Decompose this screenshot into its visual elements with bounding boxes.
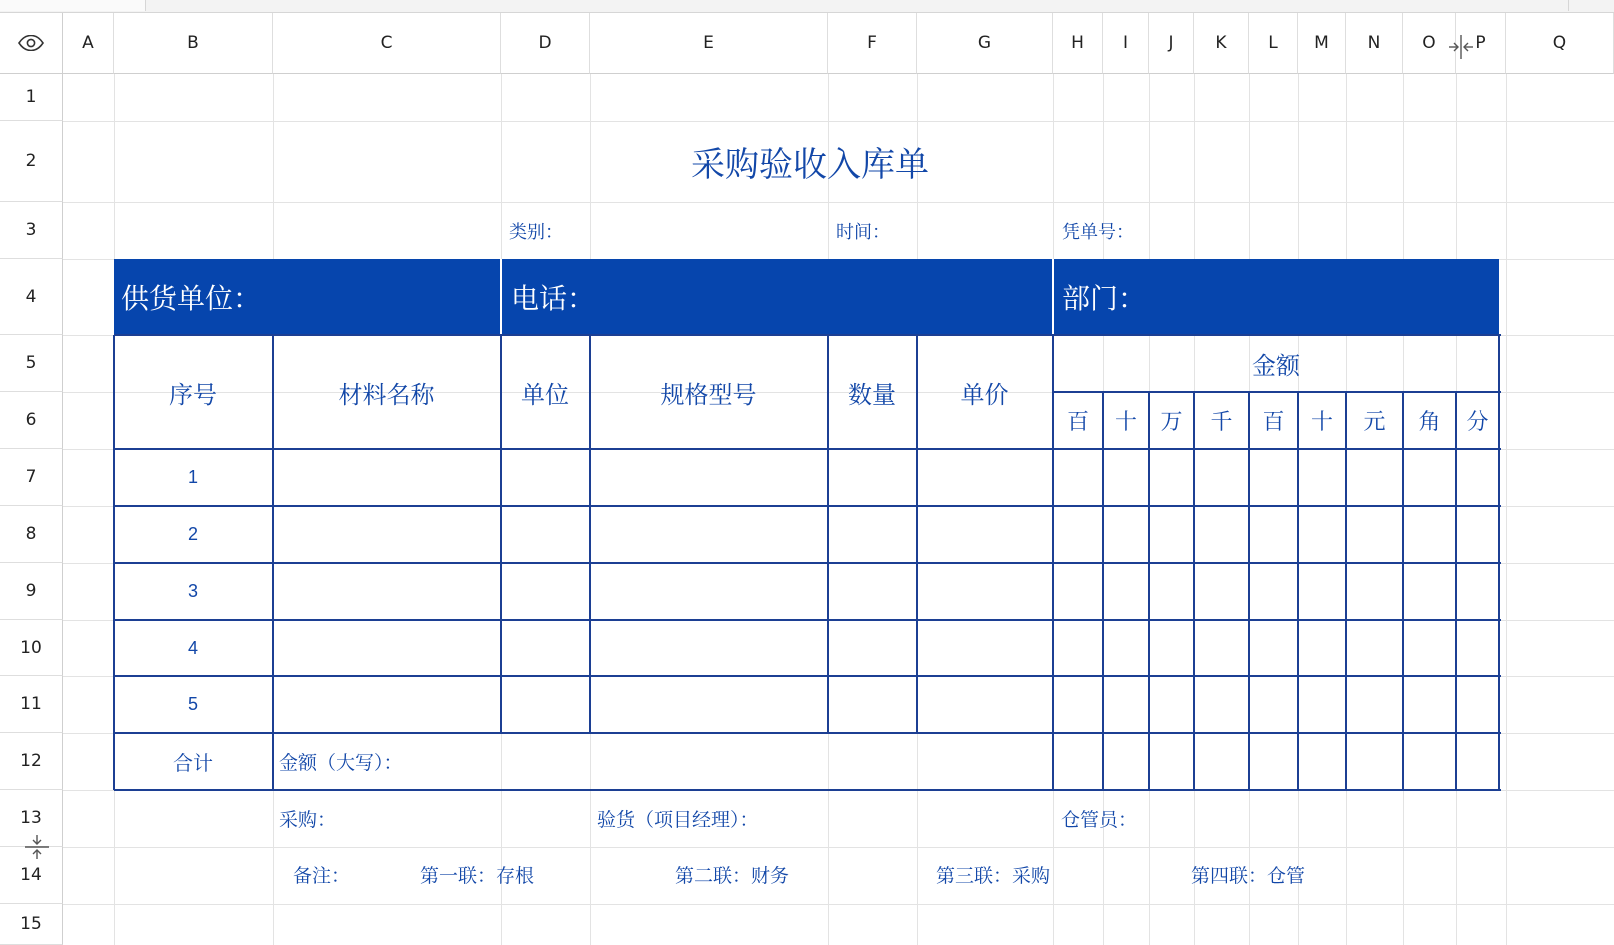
column-header-f[interactable]: F	[828, 13, 917, 74]
amount-digit-header: 万	[1160, 410, 1183, 435]
row-header-9[interactable]: 9	[0, 563, 63, 620]
inspector-label: 验货（项目经理）：	[597, 809, 759, 831]
grid-line	[63, 904, 1614, 905]
amount-digit-header: 百	[1066, 410, 1089, 435]
header-spec: 规格型号	[660, 380, 757, 409]
category-label: 类别：	[509, 222, 563, 243]
row-header-14[interactable]: 14	[0, 847, 63, 904]
header-unit: 单位	[521, 380, 569, 409]
column-header-l[interactable]: L	[1249, 13, 1298, 74]
copy-finance: 第二联：财务	[675, 865, 790, 887]
row-header-2[interactable]: 2	[0, 121, 63, 202]
table-border	[1402, 392, 1404, 790]
column-header-a[interactable]: A	[63, 13, 114, 74]
amount-digit-header: 千	[1210, 410, 1233, 435]
item-number: 4	[187, 638, 198, 658]
column-header-k[interactable]: K	[1194, 13, 1249, 74]
voucher-number-label: 凭单号：	[1062, 222, 1134, 243]
header-material: 材料名称	[338, 380, 435, 409]
table-border	[1148, 392, 1150, 790]
column-header-m[interactable]: M	[1298, 13, 1346, 74]
formula-bar-segment[interactable]	[0, 0, 146, 11]
table-border	[114, 505, 1501, 507]
amount-digit-header: 角	[1418, 410, 1441, 435]
phone-label: 电话：	[511, 282, 596, 315]
table-border	[114, 619, 1501, 621]
grid-line	[1506, 74, 1507, 945]
table-border	[1297, 392, 1299, 790]
column-header-d[interactable]: D	[501, 13, 590, 74]
header-seq: 序号	[169, 380, 217, 409]
column-header-e[interactable]: E	[590, 13, 828, 74]
item-number: 2	[187, 524, 198, 544]
row-header-1[interactable]: 1	[0, 74, 63, 121]
row-header-3[interactable]: 3	[0, 202, 63, 259]
department-label: 部门：	[1062, 282, 1147, 315]
purchaser-label: 采购：	[279, 809, 337, 831]
item-number: 1	[187, 467, 198, 487]
row-header-13[interactable]: 13	[0, 790, 63, 847]
column-header-g[interactable]: G	[917, 13, 1053, 74]
table-border	[114, 562, 1501, 564]
row-header-10[interactable]: 10	[0, 620, 63, 676]
column-resize-icon[interactable]	[1448, 34, 1474, 60]
amount-digit-header: 十	[1114, 410, 1137, 435]
form-title: 采购验收入库单	[691, 144, 929, 185]
table-border	[1248, 392, 1250, 790]
row-header-8[interactable]: 8	[0, 506, 63, 563]
warehouse-keeper-label: 仓管员：	[1061, 809, 1138, 831]
column-header-b[interactable]: B	[114, 13, 273, 74]
amount-in-words-label: 金额（大写）：	[279, 752, 403, 774]
total-label: 合计	[173, 751, 213, 775]
supplier-label: 供货单位：	[121, 282, 262, 315]
copy-purchase: 第三联：采购	[936, 865, 1051, 887]
amount-digit-header: 百	[1262, 410, 1285, 435]
grid-line	[63, 202, 1614, 203]
band-divider	[500, 259, 502, 335]
table-border	[114, 789, 1501, 791]
select-all-corner[interactable]	[0, 13, 63, 74]
table-border	[114, 675, 1501, 677]
header-price: 单价	[960, 380, 1009, 409]
table-border	[1102, 392, 1104, 790]
row-header-6[interactable]: 6	[0, 392, 63, 449]
grid-line	[63, 847, 1614, 848]
amount-digit-header: 元	[1363, 410, 1386, 435]
column-header-n[interactable]: N	[1346, 13, 1403, 74]
amount-digit-header: 十	[1310, 410, 1333, 435]
row-header-15[interactable]: 15	[0, 904, 63, 945]
header-amount: 金额	[1252, 352, 1300, 380]
table-border	[1455, 392, 1457, 790]
column-header-h[interactable]: H	[1053, 13, 1103, 74]
item-number: 5	[187, 694, 198, 714]
band-divider	[1052, 259, 1054, 335]
row-header-11[interactable]: 11	[0, 676, 63, 733]
row-header-4[interactable]: 4	[0, 259, 63, 335]
row-header-7[interactable]: 7	[0, 449, 63, 506]
table-border	[114, 732, 1501, 734]
column-header-j[interactable]: J	[1149, 13, 1194, 74]
column-header-p[interactable]: P	[1456, 13, 1506, 74]
copy-warehouse: 第四联：仓管	[1191, 865, 1306, 887]
item-number: 3	[187, 581, 198, 601]
eye-icon[interactable]	[18, 35, 44, 51]
copy-stub: 第一联：存根	[420, 865, 535, 887]
time-label: 时间：	[836, 222, 890, 243]
amount-digit-header: 分	[1466, 410, 1489, 435]
header-band	[114, 259, 1499, 335]
column-header-i[interactable]: I	[1103, 13, 1149, 74]
toolbar-divider	[1568, 0, 1569, 11]
table-border	[1193, 392, 1195, 790]
table-border	[1345, 392, 1347, 790]
header-qty: 数量	[848, 380, 896, 409]
top-toolbar-strip	[0, 0, 1614, 13]
row-header-5[interactable]: 5	[0, 335, 63, 392]
column-header-c[interactable]: C	[273, 13, 501, 74]
row-resize-icon[interactable]	[24, 834, 50, 860]
column-header-q[interactable]: Q	[1506, 13, 1614, 74]
column-header-o[interactable]: O	[1403, 13, 1456, 74]
notes-label: 备注：	[293, 865, 351, 887]
row-header-12[interactable]: 12	[0, 733, 63, 790]
